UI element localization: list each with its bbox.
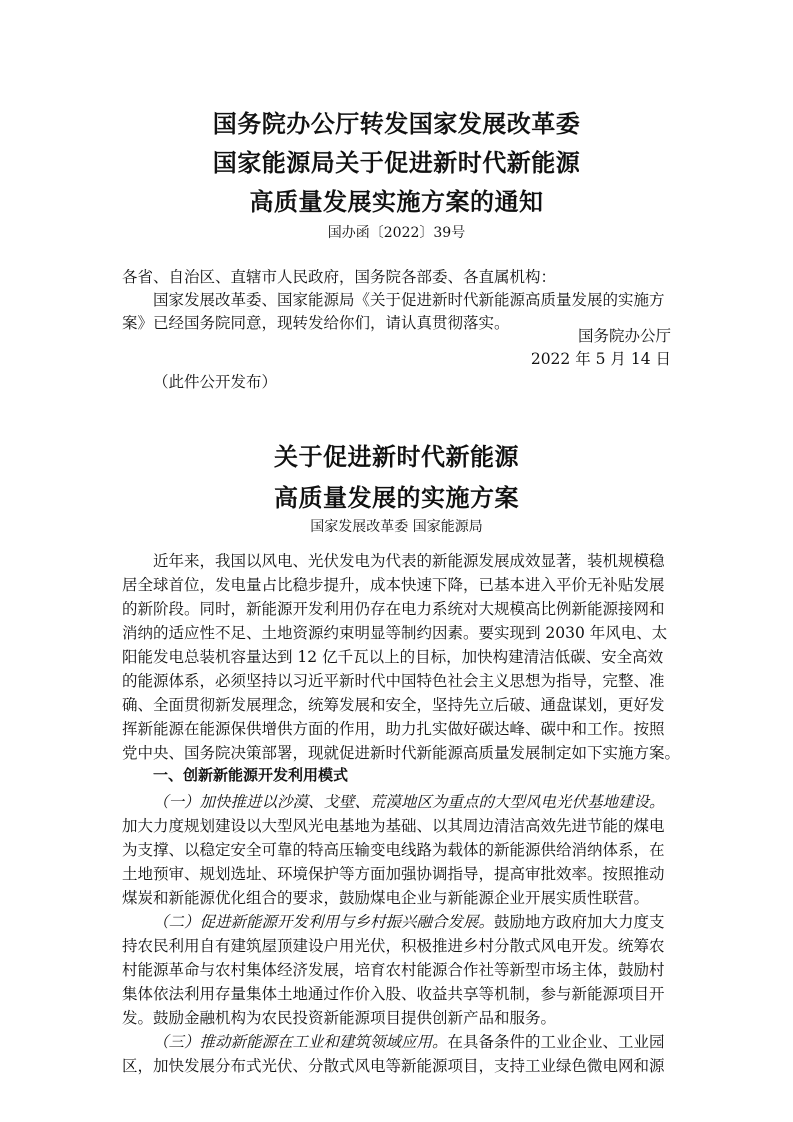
item-1-heading: （一）加快推进以沙漠、戈壁、荒漠地区为重点的大型风电光伏基地建设。 <box>153 793 665 811</box>
item-2-line: 村能源革命与农村集体经济发展，培育农村能源合作社等新型市场主体，鼓励村 <box>122 961 665 979</box>
item-2-heading: （二）促进新能源开发利用与乡村振兴融合发展。 <box>153 913 495 931</box>
notice-title-line-1: 国务院办公厅转发国家发展改革委 <box>212 110 581 138</box>
item-1-line: 为支撑、以稳定安全可靠的特高压输变电线路为载体的新能源供给消纳体系，在 <box>122 841 665 859</box>
addressee: 各省、自治区、直辖市人民政府，国务院各部委、各直属机构： <box>122 268 557 286</box>
item-3-heading: （三）推动新能源在工业和建筑领域应用。 <box>153 1033 448 1051</box>
section-1-heading: 一、创新新能源开发利用模式 <box>153 766 349 784</box>
intro-line: 近年来，我国以风电、光伏发电为代表的新能源发展成效显著，装机规模稳 <box>153 552 665 570</box>
notice-body-line-1: 国家发展改革委、国家能源局《关于促进新时代新能源高质量发展的实施方 <box>153 291 665 309</box>
issue-date: 2022 年 5 月 14 日 <box>530 350 671 368</box>
item-2-line: 发。鼓励金融机构为农民投资新能源项目提供创新产品和服务。 <box>122 1009 557 1027</box>
item-2-line: 集体依法利用存量集体土地通过作价入股、收益共享等机制，参与新能源项目开 <box>122 985 665 1003</box>
notice-title-line-3: 高质量发展实施方案的通知 <box>249 188 544 216</box>
notice-title-line-2: 国家能源局关于促进新时代新能源 <box>212 149 581 177</box>
plan-title-line-2: 高质量发展的实施方案 <box>274 484 519 512</box>
notice-body-line-2: 案》已经国务院同意，现转发给你们，请认真贯彻落实。 <box>122 314 510 332</box>
item-2-first-rest: 鼓励地方政府加大力度支 <box>494 913 665 931</box>
issuer: 国务院办公厅 <box>577 327 671 345</box>
intro-line: 确、全面贯彻新发展理念，统筹发展和安全，坚持先立后破、通盘谋划，更好发 <box>122 696 665 714</box>
intro-line: 消纳的适应性不足、土地资源约束明显等制约因素。要实现到 2030 年风电、太 <box>122 624 668 642</box>
item-1-line: 煤炭和新能源优化组合的要求，鼓励煤电企业与新能源企业开展实质性联营。 <box>122 889 650 907</box>
item-3-line: 区，加快发展分布式光伏、分散式风电等新能源项目，支持工业绿色微电网和源 <box>122 1057 665 1075</box>
intro-line: 挥新能源在能源保供增供方面的作用，助力扎实做好碳达峰、碳中和工作。按照 <box>122 720 665 738</box>
item-2-first-line <box>153 910 665 932</box>
item-3-first-rest: 在具备条件的工业企业、工业园 <box>447 1033 665 1051</box>
item-1-line: 土地预审、规划选址、环境保护等方面加强协调指导，提高审批效率。按照推动 <box>122 865 665 883</box>
document-number: 国办函〔2022〕39号 <box>327 225 466 241</box>
plan-title-line-1: 关于促进新时代新能源 <box>274 443 519 471</box>
intro-line: 居全球首位，发电量占比稳步提升，成本快速下降，已基本进入平价无补贴发展 <box>122 576 665 594</box>
intro-line: 党中央、国务院决策部署，现就促进新时代新能源高质量发展制定如下实施方案。 <box>122 744 681 762</box>
release-note: （此件公开发布） <box>153 373 278 391</box>
item-1-line: 加大力度规划建设以大型风光电基地为基础、以其周边清洁高效先进节能的煤电 <box>122 817 665 835</box>
intro-line: 阳能发电总装机容量达到 12 亿千瓦以上的目标，加快构建清洁低碳、安全高效 <box>122 648 664 666</box>
item-2-line: 持农民利用自有建筑屋顶建设户用光伏，积极推进乡村分散式风电开发。统筹农 <box>122 937 665 955</box>
item-3-first-line <box>153 1030 665 1052</box>
intro-line: 的能源体系，必须坚持以习近平新时代中国特色社会主义思想为指导，完整、准 <box>122 672 665 690</box>
plan-authors: 国家发展改革委 国家能源局 <box>310 519 483 535</box>
intro-line: 的新阶段。同时，新能源开发利用仍存在电力系统对大规模高比例新能源接网和 <box>122 600 665 618</box>
